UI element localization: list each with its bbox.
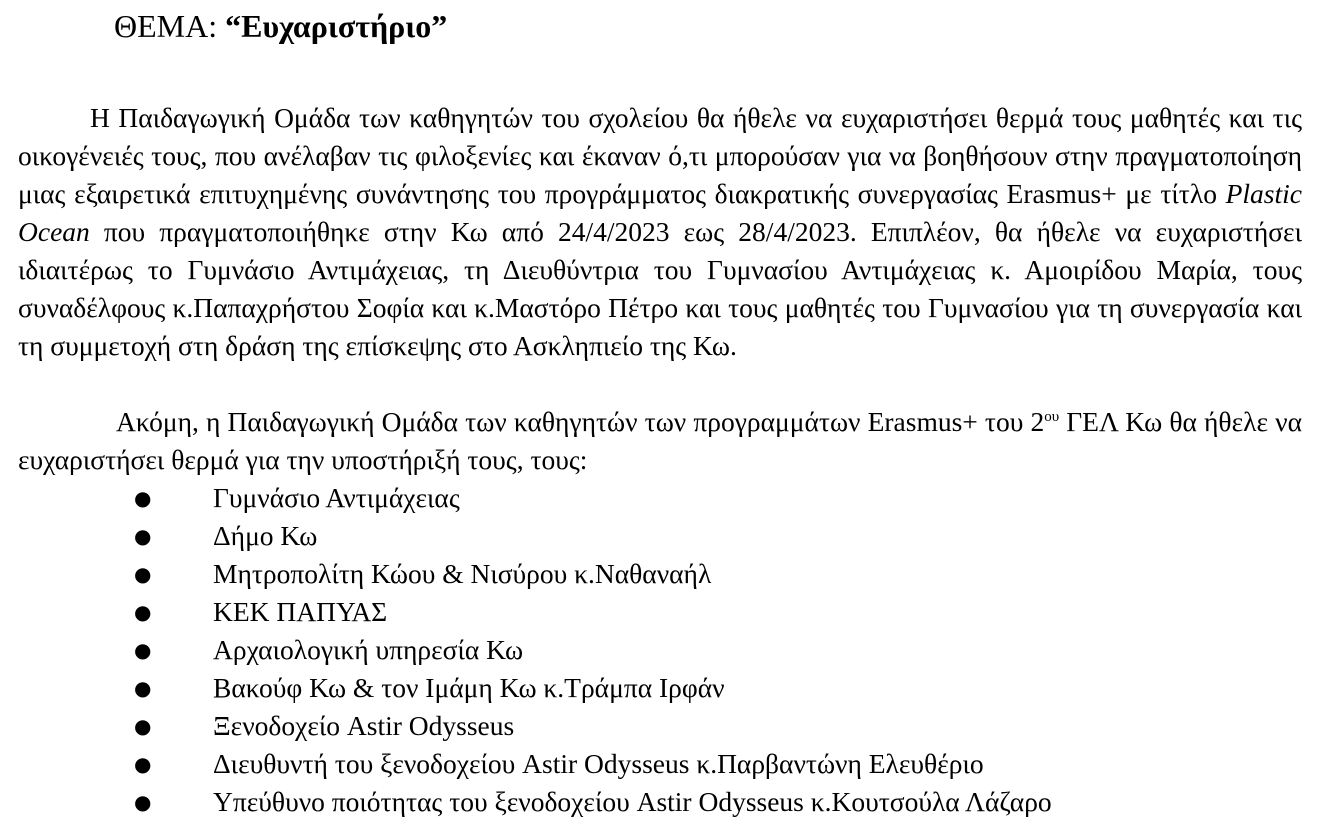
list-item (0, 479, 1052, 517)
ordinal-superscript: ου (1044, 409, 1060, 425)
bullet-icon: ● (134, 600, 152, 624)
thanks-list (0, 479, 1052, 821)
list-item-label: Βακούφ Κω & τον Ιμάμη Κω κ.Τράμπα Ιρφάν (213, 672, 725, 703)
bullet-icon: ● (134, 638, 152, 662)
list-item (0, 783, 1052, 821)
document-title (114, 6, 447, 46)
title-prefix: ΘΕΜΑ: (114, 8, 226, 44)
paragraph1-part2: που πραγματοποιήθηκε στην Κω από 24/4/2023 εως 28/4/2023. Επιπλέον, θα ήθελε να ευχαριστήσει ιδιαιτέρως το Γυμνάσιο Αντιμάχειας, τη Διευθύντρια του Γυμνασίου Αντιμάχειας κ. Αμοιρίδου Μαρία, τους συναδέλφους κ.Παπαχρήστου Σοφία και κ.Μαστόρο Πέτρο και τους μαθητές του Γυμνασίου για τη συνεργασία και τη συμμετοχή στη δράση της επίσκεψης στο Ασκληπιείο της Κω. (18, 216, 1302, 361)
list-item (0, 745, 1052, 783)
list-item-label: Γυμνάσιο Αντιμάχειας (213, 482, 460, 513)
list-item-label: Ξενοδοχείο Astir Odysseus (213, 710, 515, 741)
title-topic: “Ευχαριστήριο” (225, 8, 448, 44)
bullet-icon: ● (134, 486, 152, 510)
paragraph2-part2: ΓΕΛ Κω θα ήθελε να ευχαριστήσει θερμά για την υποστήριξή τους, τους: (18, 406, 1302, 475)
bullet-icon: ● (134, 752, 152, 776)
list-item (0, 631, 1052, 669)
paragraph2-part1: Ακόμη, η Παιδαγωγική Ομάδα των καθηγητών των προγραμμάτων Erasmus+ του 2 (116, 406, 1045, 437)
list-item (0, 517, 1052, 555)
bullet-icon: ● (134, 524, 152, 548)
list-item-label: Μητροπολίτη Κώου & Νισύρου κ.Ναθαναήλ (213, 558, 712, 589)
list-item (0, 555, 1052, 593)
list-item-label: Διευθυντή του ξενοδοχείου Astir Odysseus κ.Παρβαντώνη Ελευθέριο (213, 748, 984, 779)
paragraph-hosts-thanks (18, 99, 1302, 365)
bullet-icon: ● (134, 714, 152, 738)
list-item (0, 593, 1052, 631)
paragraph1-part1: Η Παιδαγωγική Ομάδα των καθηγητών του σχολείου θα ήθελε να ευχαριστήσει θερμά τους μαθητές και τις οικογένειές τους, που ανέλαβαν τις φιλοξενίες και έκαναν ό,τι μπορούσαν για να βοηθήσουν στην πραγματοποίηση μιας εξαιρετικά επιτυχημένης συνάντησης του προγράμματος διακρατικής συνεργασίας Erasmus+ με τίτλο (18, 102, 1302, 209)
project-title: Plastic Ocean (18, 178, 1302, 247)
list-item-label: Δήμο Κω (213, 520, 318, 551)
bullet-icon: ● (134, 562, 152, 586)
list-item-label: ΚΕΚ ΠΑΠΥΑΣ (213, 596, 388, 627)
bullet-icon: ● (134, 676, 152, 700)
list-item-label: Αρχαιολογική υπηρεσία Κω (213, 634, 524, 665)
list-item-label: Υπεύθυνο ποιότητας του ξενοδοχείου Astir Odysseus κ.Κουτσούλα Λάζαρο (213, 786, 1052, 817)
list-item (0, 707, 1052, 745)
list-item (0, 669, 1052, 707)
paragraph-supporters-intro (18, 403, 1302, 479)
bullet-icon: ● (134, 790, 152, 814)
